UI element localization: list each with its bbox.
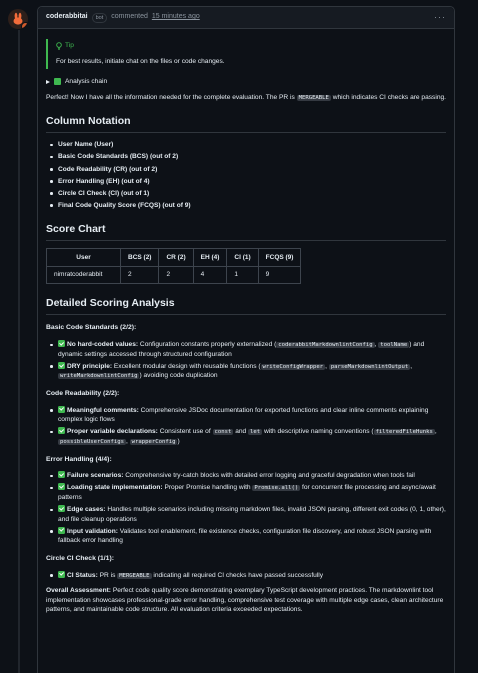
item-text: , (410, 362, 413, 370)
table-header-row (47, 249, 301, 266)
inline-code: wrapperConfig (131, 438, 176, 445)
author-name[interactable]: coderabbitai (46, 13, 88, 21)
table-header: EH (4) (193, 249, 227, 266)
inline-code: coderabbitMarkdownlintConfig (278, 342, 373, 349)
comment-timestamp[interactable]: 15 minutes ago (151, 13, 200, 21)
list-item (46, 505, 446, 524)
check-mark-icon (58, 406, 65, 413)
table-cell: 2 (159, 266, 193, 283)
list-item (46, 527, 446, 546)
table-cell: 1 (227, 266, 258, 283)
list-item: Circle CI Check (CI) (out of 1) (46, 189, 446, 199)
tip-callout (46, 39, 446, 69)
check-mark-icon (58, 362, 65, 369)
bcs-list (46, 340, 446, 381)
check-mark-icon (58, 340, 65, 347)
list-item: Basic Code Standards (BCS) (out of 2) (46, 152, 446, 162)
inline-code: let (250, 429, 261, 436)
intro-text: Perfect! Now I have all the information needed for the complete evaluation. The PR is (46, 93, 297, 101)
item-text: with descriptive naming conventions ( (262, 428, 374, 436)
puzzle-icon (54, 78, 61, 85)
comment-body (38, 29, 454, 615)
inline-code: parseMarkdownlintOutput (330, 363, 409, 370)
bot-badge-icon (21, 22, 28, 29)
item-text: , (126, 437, 130, 445)
item-text: and (233, 428, 249, 436)
comment-header (38, 7, 454, 29)
list-item: Code Readability (CR) (out of 2) (46, 165, 446, 175)
eh-subheading: Error Handling (4/4): (46, 455, 112, 463)
list-item: Final Code Quality Score (FCQS) (out of 9) (46, 201, 446, 211)
tip-label: Tip (65, 42, 74, 49)
list-item (46, 362, 446, 381)
item-label: No hard-coded values: (67, 341, 139, 349)
table-header: User (47, 249, 121, 266)
item-text: PR is (97, 571, 118, 579)
overall-text: Perfect code quality score demonstrating exemplary TypeScript development practices. The markdownlint tool implementation showcases professional-grade error handling, comprehensive test coverage with multiple edge cases, clean architecture patterns, and maintainable code structure. All evaluation criteria exceeded expectations. (46, 587, 444, 614)
check-mark-icon (58, 505, 65, 512)
item-text: Excellent modular design with reusable functions ( (112, 362, 261, 370)
detailed-analysis-heading: Detailed Scoring Analysis (46, 296, 446, 315)
item-text: ) avoiding code duplication (139, 372, 218, 380)
ci-subheading: Circle CI Check (1/1): (46, 554, 114, 562)
table-cell: nimratcoderabbit (47, 266, 121, 283)
lightbulb-icon (56, 42, 62, 50)
check-mark-icon (58, 483, 65, 490)
inline-code: const (214, 429, 232, 436)
cr-subheading: Code Readability (2/2): (46, 390, 120, 397)
table-row (47, 266, 301, 283)
overall-assessment (46, 586, 446, 615)
inline-code: toolName (380, 342, 408, 349)
table-header: CI (1) (227, 249, 258, 266)
table-header: FCQS (9) (258, 249, 301, 266)
ci-list (46, 571, 446, 581)
check-mark-icon (58, 571, 65, 578)
mergeable-code: MERGEABLE (298, 94, 329, 101)
list-item (46, 483, 446, 502)
item-text: Proper Promise handling with (162, 484, 253, 492)
timeline-line (18, 30, 20, 673)
table-cell: 2 (121, 266, 159, 283)
item-text: Configuration constants properly externalized ( (138, 341, 277, 349)
comment-card (37, 6, 455, 673)
inline-code: writeMarkdownlintConfig (60, 373, 138, 380)
table-header: BCS (2) (121, 249, 159, 266)
item-label: Edge cases: (67, 506, 106, 514)
item-label: DRY principle: (67, 362, 113, 370)
analysis-chain-toggle[interactable] (46, 77, 446, 87)
table-cell: 4 (193, 266, 227, 283)
inline-code: MERGEABLE (119, 572, 150, 579)
item-text: , (434, 428, 437, 436)
overall-label: Overall Assessment: (46, 587, 111, 595)
item-text: ) and dynamic settings accessed through structured configuration (58, 341, 425, 358)
list-item (46, 571, 446, 581)
comment-action: commented (111, 13, 148, 21)
inline-code: possibleUserConfigs (60, 438, 124, 445)
item-text: ) (177, 437, 180, 445)
inline-code: Promise.all() (254, 485, 299, 492)
intro-text-end: which indicates CI checks are passing. (330, 93, 446, 101)
notation-list (46, 140, 446, 210)
tip-text: For best results, initiate chat on the files or code changes. (56, 57, 225, 65)
item-label: Input validation: (67, 527, 118, 535)
inline-code: filteredFileHunks (375, 429, 433, 436)
item-label: Proper variable declarations: (67, 428, 158, 436)
list-item (46, 406, 446, 425)
item-label: Meaningful comments: (67, 406, 139, 414)
table-header: CR (2) (159, 249, 193, 266)
check-mark-icon (58, 527, 65, 534)
item-text: Validates tool enablement, file existence checks, configuration file discovery, and robust JSON parsing with fallback error handling (58, 527, 432, 545)
list-item: Error Handling (EH) (out of 4) (46, 177, 446, 187)
table-cell: 9 (258, 266, 301, 283)
cr-list (46, 406, 446, 447)
inline-code: writeConfigWrapper (262, 363, 324, 370)
item-text: Handles multiple scenarios including missing markdown files, invalid JSON parsing, different exit codes (0, 1, other), and file cleanup operations (58, 506, 446, 523)
item-text: , (325, 362, 329, 370)
author-avatar[interactable] (8, 9, 28, 29)
tip-title (56, 41, 446, 51)
intro-paragraph (46, 93, 446, 103)
bot-label: bot (92, 13, 108, 23)
item-label: Failure scenarios: (67, 472, 124, 480)
disclosure-triangle-icon (46, 80, 50, 84)
item-text: for concurrent file processing and async/await patterns (58, 484, 436, 501)
item-text: , (374, 341, 379, 349)
item-text: Comprehensive JSDoc documentation for exported functions and clear inline comments explaining complex logic flows (58, 406, 429, 424)
comment-menu-button[interactable]: ··· (434, 11, 446, 22)
check-mark-icon (58, 427, 65, 434)
item-label: Loading state implementation: (67, 484, 163, 492)
analysis-chain-label: Analysis chain (65, 78, 108, 86)
list-item (46, 340, 446, 359)
item-label: CI Status: (67, 571, 98, 579)
eh-list (46, 471, 446, 545)
list-item: User Name (User) (46, 140, 446, 150)
bcs-subheading: Basic Code Standards (2/2): (46, 324, 137, 332)
item-text: Comprehensive try-catch blocks with detailed error logging and graceful degradation when tools fail (123, 472, 415, 480)
list-item (46, 427, 446, 446)
column-notation-heading: Column Notation (46, 114, 446, 133)
score-chart-heading: Score Chart (46, 222, 446, 241)
list-item (46, 471, 446, 481)
score-table (46, 248, 301, 284)
item-text: Consistent use of (157, 428, 213, 436)
check-mark-icon (58, 471, 65, 478)
item-text: indicating all required CI checks have passed successfully (151, 571, 324, 579)
